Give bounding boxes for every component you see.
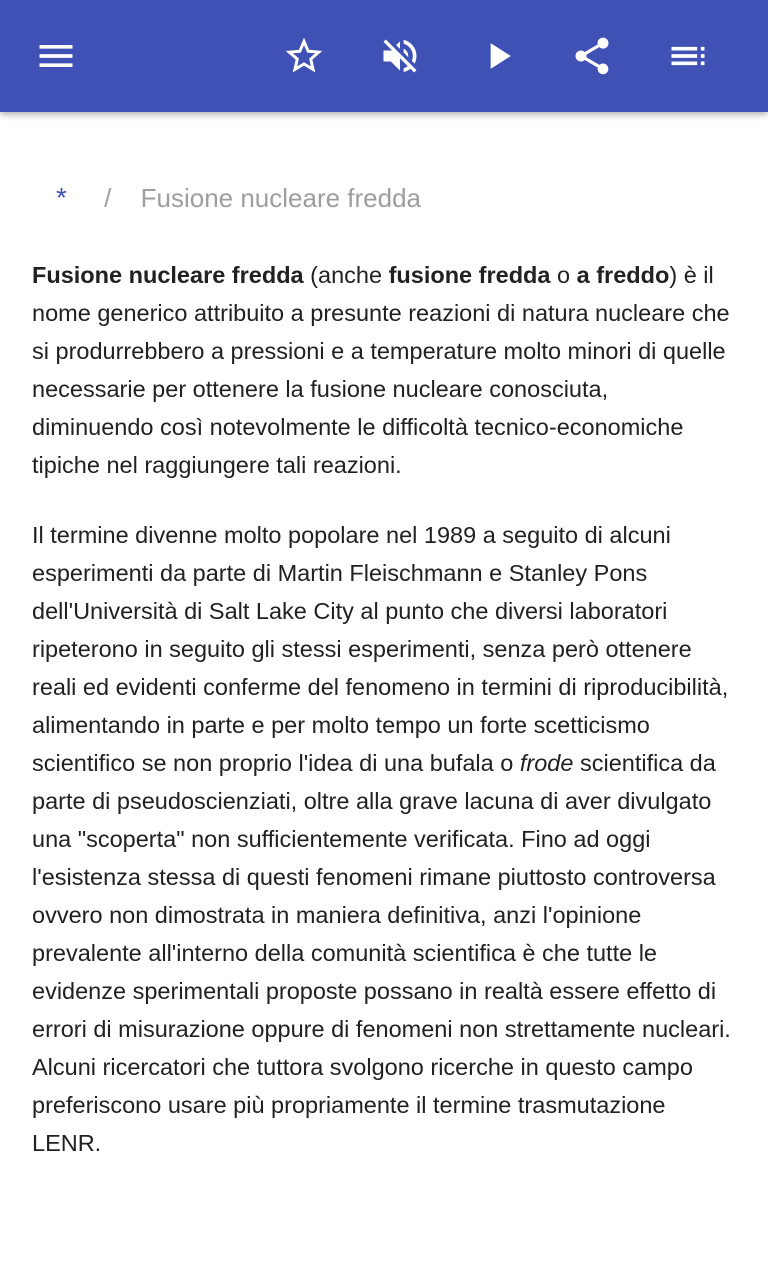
article-paragraph-1	[32, 256, 736, 484]
italic-term: frode	[519, 750, 574, 776]
text-span: scientifica da parte di pseudoscienziati, oltre alla grave lacuna di aver divulgato una "scoperta" non sufficientemente verificata. Fino ad oggi l'esistenza stessa di questi fenomeni rimane piuttosto controversa ovvero non dimostrata in maniera definitiva, anzi l'opinione prevalente all'interno della comunità scientifica è che tutte le evidenze sperimentali proposte possano in realtà essere effetto di errori di misurazione oppure di fenomeni non strettamente nucleari. Alcuni ricercatori che tuttora svolgono ricerche in questo campo preferiscono usare più propriamente il termine trasmutazione LENR.	[32, 750, 731, 1156]
article-body	[32, 256, 736, 1194]
play-button[interactable]	[466, 24, 530, 88]
text-span: Il termine divenne molto popolare nel 1989 a seguito di alcuni esperimenti da parte di Martin Fleischmann e Stanley Pons dell'Università di Salt Lake City al punto che diversi laboratori ripeterono in seguito gli stessi esperimenti, senza però ottenere reali ed evidenti conferme del fenomeno in termini di riproducibilità, alimentando in parte e per molto tempo un forte scetticismo scientifico se non proprio l'idea di una bufala o	[32, 522, 729, 776]
share-icon	[570, 34, 614, 78]
app-bar	[0, 0, 768, 112]
menu-button[interactable]	[24, 24, 88, 88]
share-button[interactable]	[560, 24, 624, 88]
mute-button[interactable]	[368, 24, 432, 88]
menu-icon	[34, 34, 78, 78]
text-span: (anche	[303, 262, 389, 288]
article-paragraph-2	[32, 516, 736, 1162]
table-of-contents-button[interactable]	[656, 24, 720, 88]
text-span: o	[550, 262, 577, 288]
article-title-bold: Fusione nucleare fredda	[32, 262, 304, 288]
breadcrumb-home-link[interactable]: *	[56, 182, 67, 213]
text-span: ) è il nome generico attribuito a presunte reazioni di natura nucleare che si produrrebbero a pressioni e a temperature molto minori di quelle necessarie per ottenere la fusione nucleare conosciuta, diminuendo così notevolmente le difficoltà tecnico-economiche tipiche nel raggiungere tali reazioni.	[32, 262, 730, 478]
volume-off-icon	[378, 34, 422, 78]
star-outline-icon	[282, 34, 326, 78]
breadcrumb-current: Fusione nucleare fredda	[140, 183, 422, 213]
toc-list-icon	[666, 34, 710, 78]
favorite-button[interactable]	[272, 24, 336, 88]
play-icon	[476, 34, 520, 78]
alias-bold-2: a freddo	[576, 262, 670, 288]
breadcrumb	[56, 178, 421, 218]
alias-bold-1: fusione fredda	[388, 262, 551, 288]
breadcrumb-separator: /	[104, 183, 112, 213]
